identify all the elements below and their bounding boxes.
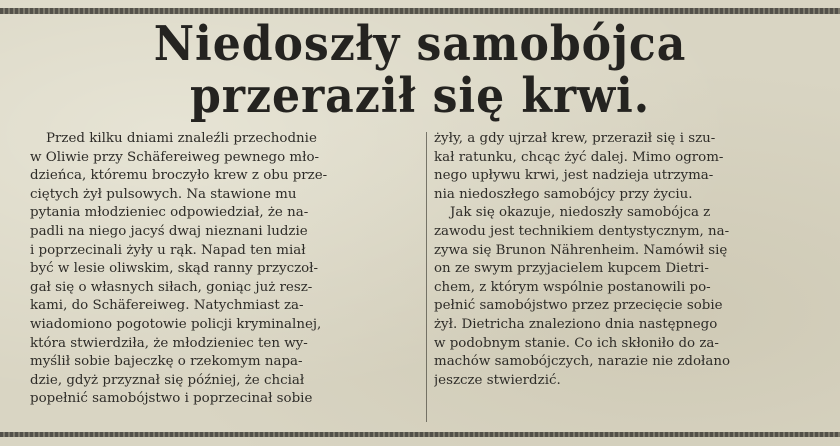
- right-column-line: kał ratunku, chcąc żyć dalej. Mimo ogrom-: [434, 149, 724, 165]
- bottom-border-rule: [0, 432, 840, 437]
- right-column-line: on ze swym przyjacielem kupcem Dietri-: [434, 261, 709, 277]
- right-column-line: żył. Dietricha znaleziono dnia następnego: [434, 316, 718, 332]
- left-column-line: pytania młodzieniec odpowiedział, że na-: [30, 205, 309, 221]
- left-column-line: kami, do Schäfereiweg. Natychmiast za-: [30, 298, 304, 314]
- article-body: [30, 130, 830, 428]
- left-column-line: która stwierdziła, że młodzieniec ten wy-: [30, 335, 308, 351]
- headline-line-2: przeraził się krwi.: [189, 68, 651, 124]
- left-column-line: Przed kilku dniami znaleźli przechodnie: [46, 131, 317, 146]
- column-divider: [426, 132, 427, 422]
- right-column-line: nego upływu krwi, jest nadzieja utrzyma-: [434, 168, 714, 184]
- right-column-line: jeszcze stwierdzić.: [434, 372, 561, 388]
- right-column-line: w podobnym stanie. Co ich skłoniło do za-: [434, 335, 719, 351]
- right-column-line: pełnić samobójstwo przez przecięcie sobie: [434, 298, 723, 314]
- left-column-line: myślił sobie bajeczkę o rzekomym napa-: [30, 354, 303, 370]
- right-column-line: żyły, a gdy ujrzał krew, przeraził się i szu-: [434, 131, 716, 146]
- headline-line-1: Niedoszły samobójca: [153, 16, 687, 72]
- right-column-line: nia niedoszłego samobójcy przy życiu.: [434, 186, 693, 202]
- right-column-line: zywa się Brunon Nährenheim. Namówił się: [434, 242, 728, 258]
- left-column-line: wiadomiono pogotowie policji kryminalnej,: [30, 316, 322, 332]
- right-column: [434, 130, 826, 390]
- left-column-line: dzieńca, któremu broczyło krew z obu prze-: [30, 168, 328, 184]
- left-column-line: w Oliwie przy Schäfereiweg pewnego mło-: [30, 149, 320, 165]
- left-column-line: dzie, gdyż przyznał się później, że chciał: [30, 372, 305, 388]
- headline: [0, 18, 840, 122]
- left-column-line: gał się o własnych siłach, goniąc już resz-: [30, 279, 313, 295]
- left-column-line: i poprzecinali żyły u rąk. Napad ten miał: [30, 242, 306, 258]
- top-border-rule: [0, 8, 840, 14]
- right-column-line: chem, z którym wspólnie postanowili po-: [434, 279, 711, 295]
- right-column-line: Jak się okazuje, niedoszły samobójca z: [450, 205, 711, 221]
- left-column-line: popełnić samobójstwo i poprzecinał sobie: [30, 391, 313, 407]
- left-column: [30, 130, 418, 409]
- left-column-line: padli na niego jacyś dwaj nieznani ludzie: [30, 223, 308, 239]
- left-column-line: być w lesie oliwskim, skąd ranny przyczoł-: [30, 261, 319, 277]
- left-column-line: ciętych żył pulsowych. Na stawione mu: [30, 186, 297, 202]
- right-column-line: zawodu jest technikiem dentystycznym, na-: [434, 223, 730, 239]
- right-column-line: machów samobójczych, narazie nie zdołano: [434, 354, 731, 370]
